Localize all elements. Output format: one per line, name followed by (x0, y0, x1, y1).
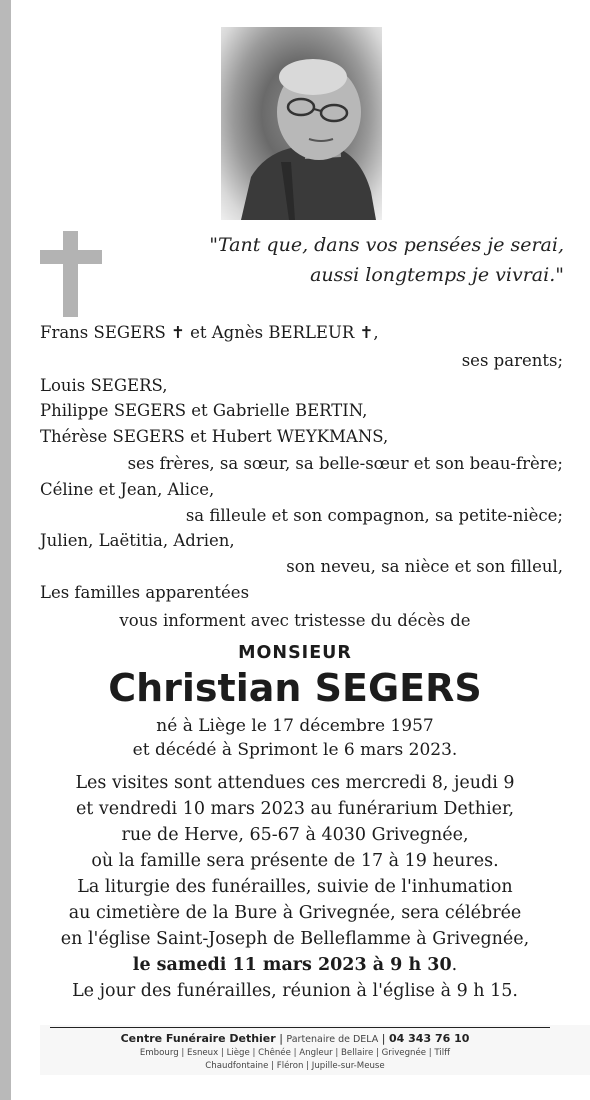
sibling-1: Louis SEGERS, (40, 376, 168, 395)
quote-line-1: "Tant que, dans vos pensées je serai, (209, 234, 564, 256)
nephews-names: Julien, Laëtitia, Adrien, (40, 531, 235, 550)
announcement-line: vous informent avec tristesse du décès de (119, 611, 471, 630)
portrait-photo (221, 27, 382, 220)
nephews-role: son neveu, sa nièce et son filleul, (286, 557, 563, 576)
footer-separator-2: | (381, 1032, 386, 1045)
parents-role: ses parents; (461, 351, 563, 370)
footer-phone: 04 343 76 10 (389, 1032, 470, 1045)
sibling-3: Thérèse SEGERS et Hubert WEYKMANS, (40, 427, 389, 446)
cross-icon (40, 231, 102, 317)
info-line-1: Les visites sont attendues ces mercredi 8, jeudi 9 (75, 773, 515, 793)
info-line-9: Le jour des funérailles, réunion à l'église à 9 h 15. (72, 981, 518, 1001)
footer-divider (50, 1027, 550, 1028)
siblings-role: ses frères, sa sœur, sa belle-sœur et son beau-frère; (127, 454, 563, 473)
funeral-date-period: . (451, 955, 458, 975)
footer-company: Centre Funéraire Dethier (120, 1032, 276, 1045)
info-line-5: La liturgie des funérailles, suivie de l'inhumation (77, 877, 513, 897)
info-line-2: et vendredi 10 mars 2023 au funérarium Dethier, (75, 799, 515, 819)
birth-line: né à Liège le 17 décembre 1957 (156, 716, 434, 736)
parents-names: Frans SEGERS ✝ et Agnès BERLEUR ✝, (40, 323, 379, 342)
footer-locations-2: Chaudfontaine | Fléron | Jupille-sur-Meuse (205, 1061, 385, 1071)
footer-locations-1: Embourg | Esneux | Liège | Chênée | Angleur | Bellaire | Grivegnée | Tilff (139, 1048, 451, 1058)
info-line-3: rue de Herve, 65-67 à 4030 Grivegnée, (121, 825, 469, 845)
relatives-line: Les familles apparentées (40, 583, 250, 602)
footer-company-line (0, 1032, 590, 1045)
quote-line-2: aussi longtemps je vivrai." (310, 264, 564, 286)
footer-separator-1: | (279, 1032, 283, 1045)
info-line-4: où la famille sera présente de 17 à 19 heures. (91, 851, 499, 871)
funeral-date: le samedi 11 mars 2023 à 9 h 30 (132, 955, 452, 975)
godchild-names: Céline et Jean, Alice, (40, 480, 215, 499)
death-line: et décédé à Sprimont le 6 mars 2023. (132, 740, 458, 760)
footer-partner: Partenaire de DELA (286, 1034, 379, 1045)
deceased-name: Christian SEGERS (108, 666, 482, 710)
sibling-2: Philippe SEGERS et Gabrielle BERTIN, (40, 401, 368, 420)
funeral-date-line (0, 953, 590, 979)
portrait-figure (221, 27, 382, 220)
info-line-7: en l'église Saint-Joseph de Belleflamme à Grivegnée, (60, 929, 530, 949)
info-line-6: au cimetière de la Bure à Grivegnée, sera célébrée (68, 903, 522, 923)
memorial-quote (144, 230, 564, 290)
godchild-role: sa filleule et son compagnon, sa petite-nièce; (185, 506, 563, 525)
deceased-title: MONSIEUR (238, 643, 352, 663)
